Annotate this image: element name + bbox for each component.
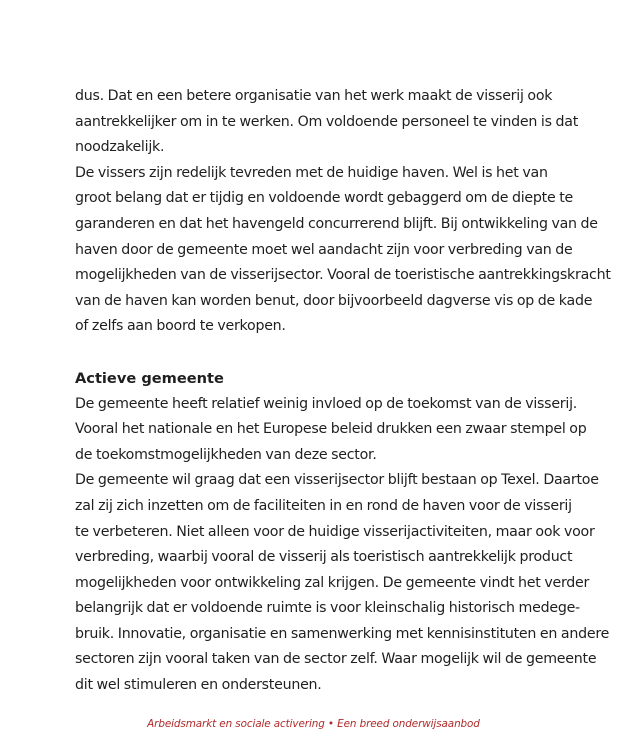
text-line: mogelijkheden voor ontwikkeling zal krijgen. De gemeente vindt het verder <box>75 574 590 591</box>
paragraph-haven <box>75 161 611 340</box>
text-line: van de haven kan worden benut, door bijvoorbeeld dagverse vis op de kade <box>75 292 593 309</box>
text-line: de toekomstmogelijkheden van deze sector. <box>75 446 377 463</box>
text-line: haven door de gemeente moet wel aandacht zijn voor verbreding van de <box>75 241 573 258</box>
text-line: groot belang dat er tijdig en voldoende wordt gebaggerd om de diepte te <box>75 190 573 207</box>
text-line: mogelijkheden van de visserijsector. Vooral de toeristische aantrekkingskracht <box>75 267 611 284</box>
text-line: dit wel stimuleren en ondersteunen. <box>75 677 322 694</box>
text-line: Vooral het nationale en het Europese beleid drukken een zwaar stempel op <box>75 421 587 438</box>
page-footer: Arbeidsmarkt en sociale activering • Een breed onderwijsaanbod <box>147 718 480 730</box>
text-line: verbreding, waarbij vooral de visserij als toeristisch aantrekkelijk product <box>75 549 573 566</box>
paragraph-invloed <box>75 392 587 469</box>
text-line: De vissers zijn redelijk tevreden met de huidige haven. Wel is het van <box>75 164 548 181</box>
text-line: aantrekkelijker om in te werken. Om voldoende personeel te vinden is dat <box>75 113 579 130</box>
document-body <box>75 84 611 699</box>
paragraph-texel <box>75 468 610 698</box>
text-line: garanderen en dat het havengeld concurrerend blijft. Bij ontwikkeling van de <box>75 215 598 232</box>
text-line: sectoren zijn vooral taken van de sector zelf. Waar mogelijk wil de gemeente <box>75 651 597 668</box>
paragraph-continuation <box>75 84 579 161</box>
text-line: of zelfs aan boord te verkopen. <box>75 318 286 335</box>
text-line: De gemeente heeft relatief weinig invloed op de toekomst van de visserij. <box>75 395 578 412</box>
paragraph-spacer <box>75 340 565 366</box>
text-line: zal zij zich inzetten om de faciliteiten in en rond de haven voor de visserij <box>75 497 572 514</box>
text-line: bruik. Innovatie, organisatie en samenwerking met kennisinstituten en andere <box>75 625 610 642</box>
text-line: noodzakelijk. <box>75 139 165 156</box>
text-line: dus. Dat en een betere organisatie van het werk maakt de visserij ook <box>75 88 553 104</box>
text-line: belangrijk dat er voldoende ruimte is voor kleinschalig historisch medege- <box>75 600 580 617</box>
text-line: te verbeteren. Niet alleen voor de huidige visserijactiviteiten, maar ook voor <box>75 523 595 540</box>
text-line: De gemeente wil graag dat een visserijsector blijft bestaan op Texel. Daartoe <box>75 472 599 489</box>
section-heading: Actieve gemeente <box>75 369 224 387</box>
